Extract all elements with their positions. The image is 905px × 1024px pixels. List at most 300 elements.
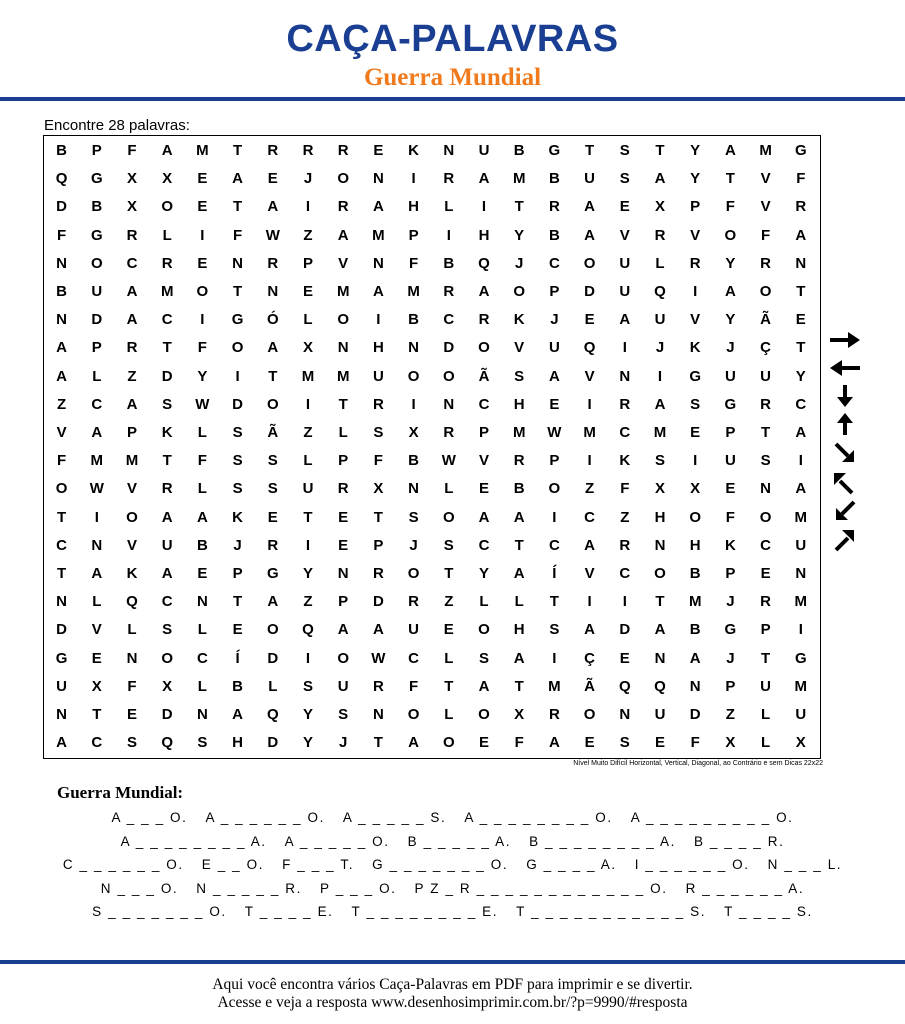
grid-letter[interactable]: O bbox=[478, 339, 490, 357]
grid-letter[interactable]: A bbox=[654, 395, 666, 413]
grid-letter[interactable]: I bbox=[305, 395, 311, 413]
grid-letter[interactable]: D bbox=[56, 621, 68, 639]
grid-letter[interactable]: H bbox=[478, 226, 490, 244]
grid-letter[interactable]: S bbox=[549, 621, 560, 639]
grid-letter[interactable]: E bbox=[443, 621, 454, 639]
grid-letter[interactable]: P bbox=[338, 452, 349, 470]
grid-letter[interactable]: R bbox=[267, 536, 279, 554]
grid-letter[interactable]: Q bbox=[55, 170, 68, 188]
grid-letter[interactable]: V bbox=[584, 367, 595, 385]
grid-letter[interactable]: Ã bbox=[584, 677, 596, 695]
grid-letter[interactable]: T bbox=[268, 367, 278, 385]
grid-letter[interactable]: L bbox=[479, 593, 489, 611]
grid-letter[interactable]: R bbox=[619, 536, 631, 554]
grid-letter[interactable]: A bbox=[56, 734, 68, 752]
grid-letter[interactable]: I bbox=[376, 311, 381, 329]
grid-letter[interactable]: O bbox=[407, 706, 420, 723]
grid-letter[interactable]: Y bbox=[795, 367, 806, 385]
grid-letter[interactable]: A bbox=[724, 283, 736, 300]
grid-letter[interactable]: A bbox=[337, 226, 349, 244]
grid-letter[interactable]: I bbox=[693, 452, 698, 470]
grid-letter[interactable]: G bbox=[689, 367, 702, 385]
grid-letter[interactable]: E bbox=[690, 424, 701, 441]
grid-letter[interactable]: Y bbox=[725, 311, 736, 329]
grid-letter[interactable]: Í bbox=[552, 565, 557, 582]
grid-letter[interactable]: S bbox=[267, 480, 278, 498]
grid-letter[interactable]: A bbox=[232, 170, 244, 188]
grid-letter[interactable]: X bbox=[690, 480, 701, 498]
grid-letter[interactable]: I bbox=[305, 649, 311, 667]
grid-letter[interactable]: R bbox=[161, 480, 173, 498]
grid-letter[interactable]: N bbox=[232, 254, 244, 272]
grid-letter[interactable]: R bbox=[513, 452, 525, 470]
grid-letter[interactable]: R bbox=[337, 480, 349, 498]
grid-letter[interactable]: U bbox=[724, 452, 736, 470]
grid-letter[interactable]: T bbox=[514, 536, 524, 554]
grid-letter[interactable]: E bbox=[478, 480, 489, 498]
grid-letter[interactable]: I bbox=[657, 367, 663, 385]
grid-letter[interactable]: P bbox=[760, 621, 771, 639]
grid-letter[interactable]: U bbox=[584, 170, 596, 188]
grid-letter[interactable]: D bbox=[161, 706, 173, 723]
grid-letter[interactable]: O bbox=[266, 395, 279, 413]
grid-letter[interactable]: G bbox=[231, 311, 244, 329]
grid-letter[interactable]: C bbox=[548, 254, 560, 272]
grid-letter[interactable]: E bbox=[725, 480, 736, 498]
grid-letter[interactable]: M bbox=[688, 593, 702, 611]
grid-letter[interactable]: I bbox=[200, 226, 205, 244]
grid-letter[interactable]: R bbox=[619, 395, 631, 413]
grid-letter[interactable]: E bbox=[619, 649, 630, 667]
grid-letter[interactable]: A bbox=[724, 142, 736, 159]
grid-letter[interactable]: E bbox=[267, 170, 278, 188]
grid-letter[interactable]: V bbox=[56, 424, 67, 441]
grid-letter[interactable]: K bbox=[408, 142, 420, 159]
grid-letter[interactable]: L bbox=[197, 480, 207, 498]
grid-letter[interactable]: Z bbox=[57, 395, 67, 413]
grid-letter[interactable]: H bbox=[372, 339, 384, 357]
grid-letter[interactable]: C bbox=[760, 536, 772, 554]
grid-letter[interactable]: D bbox=[267, 649, 279, 667]
grid-letter[interactable]: O bbox=[337, 170, 350, 188]
grid-letter[interactable]: P bbox=[338, 593, 349, 611]
grid-letter[interactable]: E bbox=[197, 198, 208, 216]
grid-letter[interactable]: O bbox=[337, 649, 350, 667]
grid-letter[interactable]: S bbox=[232, 452, 243, 470]
grid-letter[interactable]: Z bbox=[585, 480, 595, 498]
grid-letter[interactable]: T bbox=[655, 593, 665, 611]
grid-letter[interactable]: E bbox=[795, 311, 806, 329]
grid-letter[interactable]: N bbox=[619, 706, 631, 723]
grid-letter[interactable]: F bbox=[373, 452, 383, 470]
grid-letter[interactable]: F bbox=[57, 226, 67, 244]
grid-letter[interactable]: L bbox=[761, 706, 771, 723]
grid-letter[interactable]: Y bbox=[725, 254, 736, 272]
grid-letter[interactable]: T bbox=[655, 142, 665, 159]
grid-letter[interactable]: Z bbox=[303, 424, 313, 441]
grid-letter[interactable]: Y bbox=[302, 706, 313, 723]
grid-letter[interactable]: F bbox=[690, 734, 700, 752]
grid-letter[interactable]: M bbox=[336, 367, 350, 385]
grid-letter[interactable]: N bbox=[372, 254, 384, 272]
grid-letter[interactable]: N bbox=[795, 254, 807, 272]
grid-letter[interactable]: U bbox=[408, 621, 420, 639]
grid-letter[interactable]: N bbox=[654, 536, 666, 554]
grid-letter[interactable]: M bbox=[336, 283, 350, 300]
grid-letter[interactable]: Z bbox=[303, 593, 313, 611]
grid-letter[interactable]: P bbox=[302, 254, 313, 272]
grid-letter[interactable]: L bbox=[268, 677, 278, 695]
grid-letter[interactable]: A bbox=[478, 283, 490, 300]
grid-letter[interactable]: M bbox=[407, 283, 420, 300]
grid-letter[interactable]: X bbox=[514, 706, 525, 723]
grid-letter[interactable]: X bbox=[302, 339, 313, 357]
grid-letter[interactable]: X bbox=[126, 170, 137, 188]
grid-letter[interactable]: P bbox=[725, 677, 736, 695]
grid-letter[interactable]: M bbox=[794, 677, 808, 695]
grid-letter[interactable]: Q bbox=[583, 339, 596, 357]
grid-letter[interactable]: W bbox=[547, 424, 562, 441]
grid-letter[interactable]: Y bbox=[197, 367, 208, 385]
grid-letter[interactable]: E bbox=[760, 565, 771, 582]
grid-letter[interactable]: M bbox=[653, 424, 667, 441]
grid-letter[interactable]: R bbox=[267, 254, 279, 272]
grid-letter[interactable]: W bbox=[371, 649, 386, 667]
grid-letter[interactable]: F bbox=[796, 170, 806, 188]
grid-letter[interactable]: V bbox=[126, 480, 137, 498]
grid-letter[interactable]: V bbox=[760, 198, 771, 216]
grid-letter[interactable]: F bbox=[57, 452, 67, 470]
grid-letter[interactable]: H bbox=[408, 198, 420, 216]
grid-letter[interactable]: P bbox=[373, 536, 384, 554]
grid-letter[interactable]: A bbox=[56, 339, 68, 357]
grid-letter[interactable]: C bbox=[619, 565, 631, 582]
grid-letter[interactable]: A bbox=[372, 198, 384, 216]
grid-letter[interactable]: B bbox=[689, 621, 701, 639]
grid-letter[interactable]: O bbox=[583, 706, 596, 723]
grid-letter[interactable]: S bbox=[690, 395, 701, 413]
grid-letter[interactable]: C bbox=[619, 424, 631, 441]
grid-letter[interactable]: G bbox=[794, 142, 807, 159]
grid-letter[interactable]: R bbox=[760, 254, 772, 272]
grid-letter[interactable]: O bbox=[654, 565, 666, 582]
grid-letter[interactable]: L bbox=[197, 621, 207, 639]
grid-letter[interactable]: Y bbox=[478, 565, 489, 582]
grid-letter[interactable]: Q bbox=[302, 621, 314, 639]
grid-letter[interactable]: G bbox=[794, 649, 807, 667]
grid-letter[interactable]: I bbox=[587, 452, 592, 470]
grid-letter[interactable]: L bbox=[303, 452, 313, 470]
grid-letter[interactable]: T bbox=[162, 452, 172, 470]
grid-letter[interactable]: M bbox=[759, 142, 772, 159]
grid-letter[interactable]: D bbox=[689, 706, 701, 723]
grid-letter[interactable]: I bbox=[305, 198, 311, 216]
grid-letter[interactable]: A bbox=[91, 424, 103, 441]
grid-letter[interactable]: A bbox=[196, 508, 208, 526]
grid-letter[interactable]: N bbox=[619, 367, 631, 385]
grid-letter[interactable]: A bbox=[795, 480, 807, 498]
grid-letter[interactable]: L bbox=[127, 621, 137, 639]
grid-letter[interactable]: R bbox=[760, 593, 772, 611]
grid-letter[interactable]: R bbox=[372, 395, 384, 413]
grid-letter[interactable]: R bbox=[443, 170, 455, 188]
grid-letter[interactable]: V bbox=[619, 226, 630, 244]
grid-letter[interactable]: U bbox=[372, 367, 384, 385]
grid-letter[interactable]: N bbox=[408, 480, 420, 498]
grid-letter[interactable]: I bbox=[798, 621, 803, 639]
grid-letter[interactable]: F bbox=[514, 734, 524, 752]
grid-letter[interactable]: J bbox=[339, 734, 348, 752]
grid-letter[interactable]: M bbox=[548, 677, 561, 695]
grid-letter[interactable]: R bbox=[689, 254, 701, 272]
grid-letter[interactable]: O bbox=[442, 734, 455, 752]
grid-letter[interactable]: R bbox=[795, 198, 807, 216]
grid-letter[interactable]: G bbox=[90, 226, 103, 244]
grid-letter[interactable]: T bbox=[338, 395, 348, 413]
grid-letter[interactable]: N bbox=[91, 536, 103, 554]
grid-letter[interactable]: L bbox=[514, 593, 524, 611]
grid-letter[interactable]: A bbox=[267, 198, 279, 216]
grid-letter[interactable]: Z bbox=[444, 593, 454, 611]
grid-letter[interactable]: G bbox=[724, 395, 737, 413]
grid-letter[interactable]: J bbox=[655, 339, 665, 357]
grid-letter[interactable]: S bbox=[514, 367, 525, 385]
grid-letter[interactable]: B bbox=[513, 480, 525, 498]
grid-letter[interactable]: D bbox=[91, 311, 103, 329]
grid-letter[interactable]: R bbox=[126, 226, 138, 244]
grid-letter[interactable]: S bbox=[197, 734, 208, 752]
grid-letter[interactable]: A bbox=[408, 734, 420, 752]
grid-letter[interactable]: Z bbox=[127, 367, 137, 385]
grid-letter[interactable]: F bbox=[620, 480, 630, 498]
grid-letter[interactable]: I bbox=[200, 311, 205, 329]
grid-letter[interactable]: R bbox=[302, 142, 314, 159]
grid-letter[interactable]: V bbox=[760, 170, 771, 188]
grid-letter[interactable]: C bbox=[56, 536, 68, 554]
grid-letter[interactable]: N bbox=[56, 706, 68, 723]
grid-letter[interactable]: W bbox=[441, 452, 456, 470]
grid-letter[interactable]: L bbox=[162, 226, 172, 244]
grid-letter[interactable]: J bbox=[550, 311, 559, 329]
grid-letter[interactable]: S bbox=[619, 734, 630, 752]
grid-letter[interactable]: U bbox=[619, 283, 631, 300]
grid-letter[interactable]: A bbox=[91, 565, 103, 582]
grid-letter[interactable]: E bbox=[126, 706, 137, 723]
grid-letter[interactable]: O bbox=[196, 283, 209, 300]
grid-letter[interactable]: Q bbox=[266, 706, 279, 723]
grid-letter[interactable]: F bbox=[409, 254, 419, 272]
grid-letter[interactable]: U bbox=[654, 311, 666, 329]
grid-letter[interactable]: X bbox=[126, 198, 137, 216]
grid-letter[interactable]: S bbox=[126, 734, 137, 752]
grid-letter[interactable]: G bbox=[266, 565, 279, 582]
grid-letter[interactable]: K bbox=[619, 452, 631, 470]
grid-letter[interactable]: U bbox=[795, 536, 807, 554]
grid-letter[interactable]: H bbox=[513, 395, 525, 413]
grid-letter[interactable]: B bbox=[443, 254, 455, 272]
grid-letter[interactable]: O bbox=[266, 621, 279, 639]
grid-letter[interactable]: M bbox=[160, 283, 174, 300]
grid-letter[interactable]: I bbox=[587, 395, 592, 413]
grid-letter[interactable]: U bbox=[760, 367, 772, 385]
grid-letter[interactable]: Q bbox=[618, 677, 631, 695]
grid-letter[interactable]: A bbox=[513, 508, 525, 526]
grid-letter[interactable]: Í bbox=[235, 649, 240, 667]
grid-letter[interactable]: E bbox=[197, 254, 208, 272]
grid-letter[interactable]: Y bbox=[302, 734, 313, 752]
grid-letter[interactable]: U bbox=[619, 254, 631, 272]
grid-letter[interactable]: A bbox=[126, 283, 138, 300]
grid-letter[interactable]: Ó bbox=[266, 311, 279, 329]
grid-letter[interactable]: E bbox=[373, 142, 384, 159]
grid-letter[interactable]: C bbox=[443, 311, 455, 329]
grid-letter[interactable]: O bbox=[337, 311, 350, 329]
grid-letter[interactable]: P bbox=[725, 565, 736, 582]
grid-letter[interactable]: I bbox=[235, 367, 240, 385]
grid-letter[interactable]: U bbox=[302, 480, 314, 498]
grid-letter[interactable]: A bbox=[161, 508, 173, 526]
grid-letter[interactable]: N bbox=[337, 339, 349, 357]
grid-letter[interactable]: I bbox=[411, 395, 416, 413]
grid-letter[interactable]: C bbox=[478, 395, 490, 413]
grid-letter[interactable]: B bbox=[232, 677, 244, 695]
grid-letter[interactable]: U bbox=[548, 339, 560, 357]
grid-letter[interactable]: T bbox=[796, 339, 806, 357]
grid-letter[interactable]: N bbox=[760, 480, 772, 498]
grid-letter[interactable]: Y bbox=[690, 170, 701, 188]
grid-letter[interactable]: O bbox=[442, 367, 455, 385]
grid-letter[interactable]: T bbox=[373, 508, 383, 526]
grid-letter[interactable]: D bbox=[161, 367, 173, 385]
grid-letter[interactable]: Z bbox=[620, 508, 630, 526]
grid-letter[interactable]: L bbox=[444, 706, 454, 723]
grid-letter[interactable]: A bbox=[126, 311, 138, 329]
grid-letter[interactable]: I bbox=[552, 508, 557, 526]
grid-letter[interactable]: G bbox=[55, 649, 68, 667]
grid-letter[interactable]: T bbox=[444, 565, 454, 582]
grid-letter[interactable]: R bbox=[267, 142, 279, 159]
grid-letter[interactable]: O bbox=[161, 649, 174, 667]
grid-letter[interactable]: B bbox=[408, 311, 420, 329]
grid-letter[interactable]: E bbox=[338, 536, 349, 554]
grid-letter[interactable]: M bbox=[90, 452, 104, 470]
grid-letter[interactable]: O bbox=[759, 508, 772, 526]
grid-letter[interactable]: W bbox=[265, 226, 280, 244]
grid-letter[interactable]: J bbox=[726, 339, 735, 357]
grid-letter[interactable]: S bbox=[619, 142, 630, 159]
grid-letter[interactable]: Q bbox=[654, 677, 666, 695]
grid-letter[interactable]: P bbox=[478, 424, 489, 441]
grid-letter[interactable]: F bbox=[725, 198, 735, 216]
grid-letter[interactable]: O bbox=[407, 565, 420, 582]
grid-letter[interactable]: N bbox=[337, 565, 349, 582]
grid-letter[interactable]: F bbox=[761, 226, 771, 244]
grid-letter[interactable]: F bbox=[197, 452, 207, 470]
grid-letter[interactable]: O bbox=[548, 480, 561, 498]
grid-letter[interactable]: T bbox=[796, 283, 806, 300]
grid-letter[interactable]: D bbox=[267, 734, 279, 752]
grid-letter[interactable]: I bbox=[411, 170, 416, 188]
grid-letter[interactable]: Z bbox=[303, 226, 313, 244]
grid-letter[interactable]: M bbox=[583, 424, 596, 441]
grid-letter[interactable]: M bbox=[512, 424, 526, 441]
grid-letter[interactable]: Q bbox=[126, 593, 138, 611]
grid-letter[interactable]: E bbox=[302, 283, 313, 300]
grid-letter[interactable]: F bbox=[725, 508, 735, 526]
grid-letter[interactable]: I bbox=[481, 198, 487, 216]
grid-letter[interactable]: L bbox=[197, 424, 207, 441]
grid-letter[interactable]: A bbox=[619, 311, 631, 329]
grid-letter[interactable]: K bbox=[126, 565, 138, 582]
grid-letter[interactable]: K bbox=[724, 536, 736, 554]
grid-letter[interactable]: F bbox=[233, 226, 243, 244]
grid-letter[interactable]: Y bbox=[514, 226, 525, 244]
grid-letter[interactable]: T bbox=[303, 508, 313, 526]
grid-letter[interactable]: H bbox=[513, 621, 525, 639]
grid-letter[interactable]: A bbox=[267, 339, 279, 357]
grid-letter[interactable]: V bbox=[690, 226, 701, 244]
grid-letter[interactable]: R bbox=[161, 254, 173, 272]
grid-letter[interactable]: O bbox=[126, 508, 138, 526]
grid-letter[interactable]: Y bbox=[690, 142, 701, 159]
grid-letter[interactable]: L bbox=[444, 649, 454, 667]
grid-letter[interactable]: C bbox=[161, 593, 173, 611]
grid-letter[interactable]: G bbox=[724, 621, 737, 639]
grid-letter[interactable]: E bbox=[267, 508, 278, 526]
grid-letter[interactable]: A bbox=[795, 424, 807, 441]
grid-letter[interactable]: T bbox=[725, 170, 735, 188]
grid-letter[interactable]: O bbox=[759, 283, 772, 300]
grid-letter[interactable]: E bbox=[584, 311, 595, 329]
grid-letter[interactable]: Ç bbox=[584, 649, 596, 667]
grid-letter[interactable]: U bbox=[478, 142, 490, 159]
grid-letter[interactable]: E bbox=[478, 734, 489, 752]
grid-letter[interactable]: Ã bbox=[267, 424, 279, 441]
grid-letter[interactable]: S bbox=[373, 424, 384, 441]
grid-letter[interactable]: A bbox=[513, 565, 525, 582]
grid-letter[interactable]: C bbox=[126, 254, 138, 272]
grid-letter[interactable]: W bbox=[89, 480, 104, 498]
grid-letter[interactable]: O bbox=[478, 621, 490, 639]
grid-letter[interactable]: W bbox=[195, 395, 210, 413]
grid-letter[interactable]: S bbox=[267, 452, 278, 470]
grid-letter[interactable]: D bbox=[584, 283, 596, 300]
grid-letter[interactable]: I bbox=[622, 593, 627, 611]
grid-letter[interactable]: Y bbox=[302, 565, 313, 582]
grid-letter[interactable]: E bbox=[338, 508, 349, 526]
grid-letter[interactable]: D bbox=[619, 621, 631, 639]
grid-letter[interactable]: A bbox=[161, 565, 173, 582]
grid-letter[interactable]: A bbox=[372, 283, 384, 300]
grid-letter[interactable]: V bbox=[126, 536, 137, 554]
grid-letter[interactable]: F bbox=[127, 142, 137, 159]
grid-letter[interactable]: S bbox=[760, 452, 771, 470]
grid-letter[interactable]: T bbox=[162, 339, 172, 357]
grid-letter[interactable]: L bbox=[303, 311, 313, 329]
grid-letter[interactable]: T bbox=[233, 142, 243, 159]
grid-letter[interactable]: G bbox=[548, 142, 561, 159]
grid-letter[interactable]: A bbox=[584, 536, 596, 554]
grid-letter[interactable]: E bbox=[549, 395, 560, 413]
grid-letter[interactable]: L bbox=[761, 734, 771, 752]
grid-letter[interactable]: Q bbox=[478, 254, 490, 272]
grid-letter[interactable]: J bbox=[726, 593, 735, 611]
grid-letter[interactable]: R bbox=[654, 226, 666, 244]
grid-letter[interactable]: X bbox=[795, 734, 806, 752]
grid-letter[interactable]: R bbox=[548, 706, 560, 723]
grid-letter[interactable]: M bbox=[794, 593, 808, 611]
grid-letter[interactable]: J bbox=[409, 536, 418, 554]
